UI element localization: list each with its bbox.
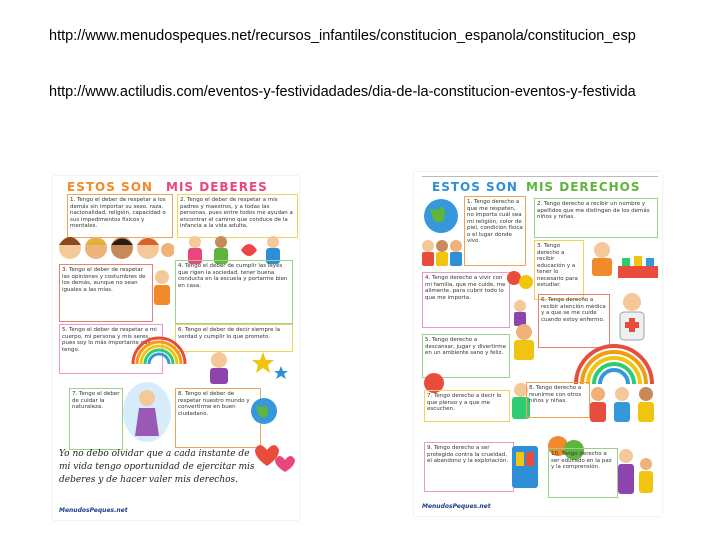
globe-illustration [249, 396, 279, 426]
top-divider [422, 176, 658, 177]
poster-derechos-title-b: MIS DERECHOS [526, 180, 641, 194]
deber-7: 7. Tengo el deber de cuidar la naturaleza. [69, 388, 123, 450]
students-desk-illustration [582, 238, 660, 282]
rainbow-kids-illustration [570, 340, 658, 386]
rainbow-illustration [129, 332, 189, 366]
derecho-8: 8. Tengo derecho a reunirme con otros niños y niñas. [526, 382, 590, 418]
deber-8: 8. Tengo el deber de respetar nuestro mundo y convertirme en buen ciudadano. [175, 388, 261, 448]
derecho-6: 6. Tengo derecho a recibir atención médica y a que se me cuide cuando estoy enfermo. [538, 294, 610, 348]
derecho-7: 7. Tengo derecho a decir lo que pienso y a que me escuchen. [424, 390, 510, 422]
stars-grandparents-illustration [201, 348, 291, 384]
poster-derechos[interactable] [414, 172, 662, 516]
fairy-illustration [121, 372, 173, 450]
deber-4: 4. Tengo el deber de cumplir las leyes que rigen la sociedad, tener buena conducta en la escuela y portarme bien en casa. [175, 260, 293, 324]
poster-deberes-title-a: ESTOS SON [67, 180, 153, 194]
derecho-4: 4. Tengo derecho a vivir con mi familia, que me cuide, me alimente, para cubrir todo lo que me importa. [422, 272, 510, 328]
deber-6: 6. Tengo el deber de decir siempre la verdad y cumplir lo que prometo. [175, 324, 293, 352]
derecho-2: 2. Tengo derecho a recibir un nombre y apellidos que me distingan de los demás niños y niñas. [534, 198, 658, 238]
hearts-illustration [255, 434, 297, 480]
doctor-illustration [606, 290, 658, 342]
friends-group-illustration [586, 384, 658, 426]
poster-deberes[interactable] [53, 176, 299, 520]
deber-2: 2. Tengo el deber de respetar a mis padres y maestros, y a todas las personas, pues entre todos me ayudan a encontrar el camino que conduce de la infancia a la vida adulta. [177, 194, 298, 238]
derecho-10: 10. Tengo derecho a ser educado en la paz y la comprensión. [548, 448, 618, 498]
derecho-5: 5. Tengo derecho a descansar, jugar y divertirme en un ambiente sano y feliz. [422, 334, 510, 378]
children-faces-illustration [56, 231, 174, 261]
deber-5: 5. Tengo el deber de respetar a mi cuerpo, mi persona y mis seres, pues soy lo más importante que tengo. [59, 324, 163, 374]
playing-child-illustration [508, 322, 540, 370]
child-drawing-illustration [149, 268, 175, 314]
derecho-9: 9. Tengo derecho a ser protegido contra la crueldad, el abandono y la explotación. [424, 442, 514, 492]
deber-1: 1. Tengo el deber de respetar a los demás sin importar su sexo, raza, nacionalidad, religión, capacidad o sus impedimentos físicos y mentales. [67, 194, 173, 238]
deberes-footer-note: Yo no debo olvidar que a cada instante de mi vida tengo oportunidad de ejercitar mis deberes y de hacer valer mis derechos. [59, 449, 255, 485]
poster-deberes-brand: MenudosPeques.net [59, 507, 128, 514]
parents-child-illustration [614, 446, 658, 500]
poster-derechos-title-a: ESTOS SON [432, 180, 518, 194]
derecho-1: 1. Tengo derecho a que me respeten, no importa cuál sea mi religión, color de piel, condición física o el lugar donde vivo. [464, 196, 526, 266]
kids-group-illustration [418, 238, 464, 268]
url-actiludis[interactable]: http://www.actiludis.com/eventos-y-festividadades/dia-de-la-constitucion-eventos-y-festivida [49, 84, 636, 100]
derecho-3: 3. Tengo derecho a recibir educación y a tener lo necesario para estudiar. [534, 240, 584, 300]
poster-derechos-brand: MenudosPeques.net [422, 503, 491, 510]
balloons-family-illustration [506, 268, 534, 326]
poster-deberes-title-b: MIS DEBERES [166, 180, 268, 194]
url-menudospeques[interactable]: http://www.menudospeques.net/recursos_infantiles/constitucion_espanola/constitucion_esp [49, 28, 636, 44]
colorful-cabinet-illustration [510, 440, 540, 490]
earth-children-illustration [418, 196, 464, 236]
deber-3: 3. Tengo el deber de respetar las opiniones y costumbres de los demás, aunque no sean iguales a las mías. [59, 264, 153, 322]
